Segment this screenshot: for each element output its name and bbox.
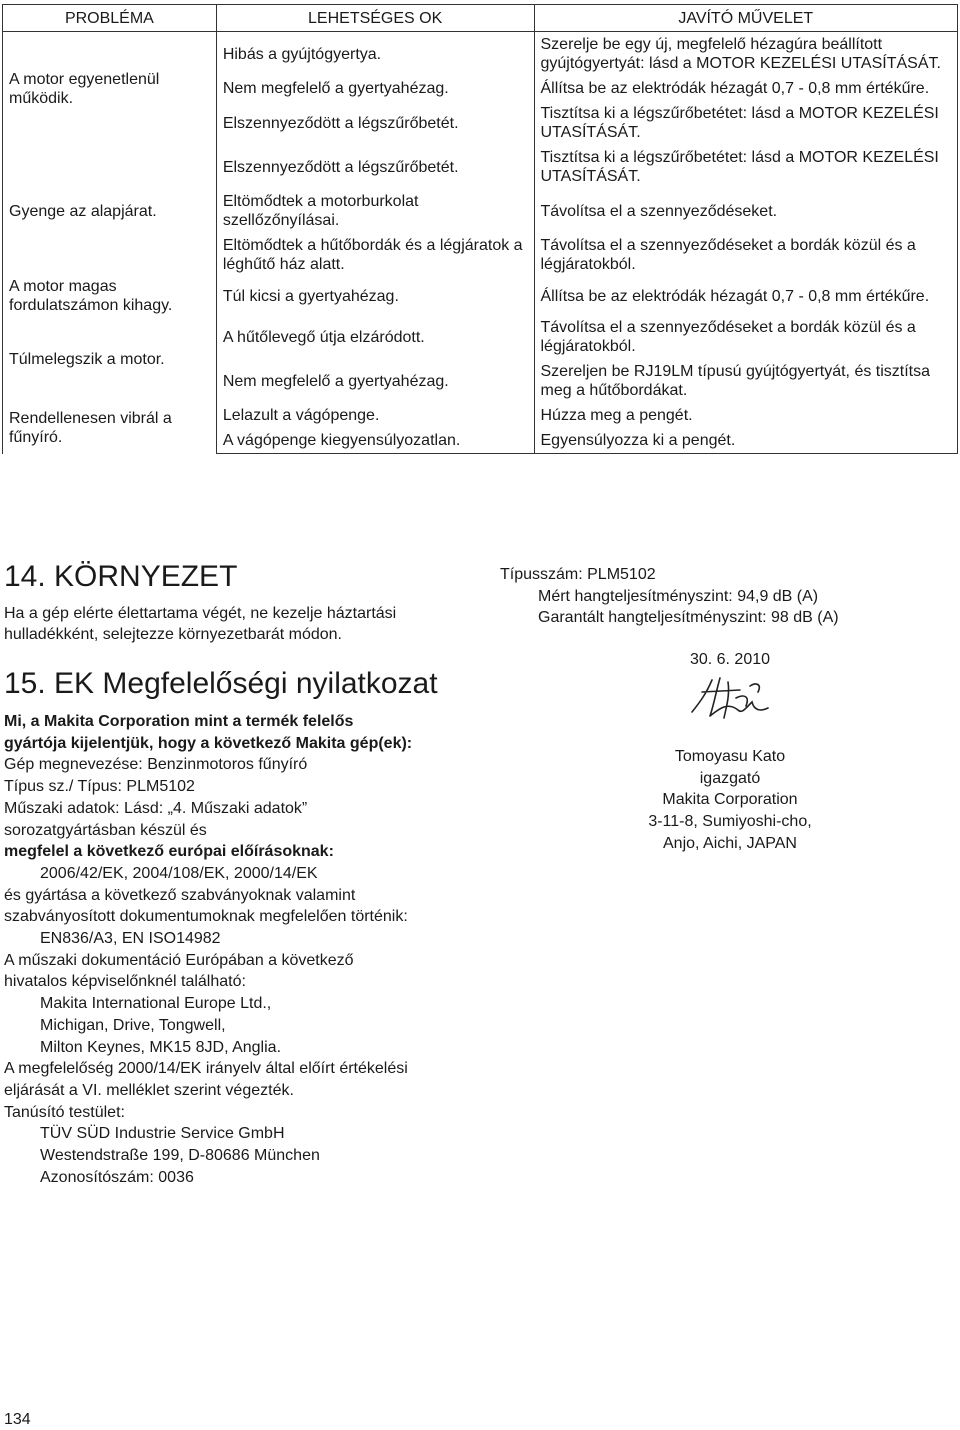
model-line: Típusszám: PLM5102 [500,566,656,583]
declaration-line: Mi, a Makita Corporation mint a termék felelős [4,713,354,730]
cause-cell: Nem megfelelő a gyertyahézag. [216,76,534,101]
section-14-text: Ha a gép elérte élettartama végét, ne kezelje háztartási hulladékként, selejtezze környezetbarát módon. [4,605,397,643]
troubleshooting-table [2,4,958,454]
header-cause: LEHETSÉGES OK [216,5,534,32]
cause-cell: A vágópenge kiegyensúlyozatlan. [216,428,534,454]
remedy-cell: Távolítsa el a szennyeződéseket. [534,189,958,233]
remedy-cell: Húzza meg a pengét. [534,403,958,428]
table-row [3,145,958,189]
declaration-line: EN836/A3, EN ISO14982 [40,930,221,948]
declaration-line: megfelel a következő európai előírásoknak: [4,843,334,861]
remedy-cell: Szerelje be egy új, megfelelő hézagúra beállított gyújtógyertyát: lásd a MOTOR KEZELÉSI UTASÍTÁSÁT. [534,32,958,77]
declaration-line: TÜV SÜD Industrie Service GmbH [40,1125,285,1143]
header-problem: PROBLÉMA [3,5,217,32]
section-15-title: 15. EK Megfelelőségi nyilatkozat [4,667,438,700]
declaration-line: A megfelelőség 2000/14/EK irányelv által előírt értékelési [4,1060,408,1078]
declaration-line: 2006/42/EK, 2004/108/EK, 2000/14/EK [40,864,318,882]
remedy-cell: Tisztítsa ki a légszűrőbetétet: lásd a MOTOR KEZELÉSI UTASÍTÁSÁT. [534,101,958,145]
page-number: 134 [4,1411,31,1428]
cause-cell: A hűtőlevegő útja elzáródott. [216,315,534,359]
declaration-line: Tanúsító testület: [4,1103,125,1121]
problem-cell: A motor magas fordulatszámon kihagy. [3,277,217,315]
signer-block [600,746,860,855]
table-header-row [3,5,958,32]
cause-cell: Hibás a gyújtógyertya. [216,32,534,77]
noise-info [500,564,940,629]
declaration-date: 30. 6. 2010 [689,651,771,668]
signer-title: igazgató [699,769,761,787]
header-remedy: JAVÍTÓ MŰVELET [534,5,958,32]
declaration-line: és gyártása a következő szabványoknak valamint [4,886,356,904]
remedy-cell: Távolítsa el a szennyeződéseket a bordák közül és a légjáratokból. [534,315,958,359]
problem-cell: Túlmelegszik a motor. [3,315,217,403]
cause-cell: Lelazult a vágópenge. [216,403,534,428]
guaranteed-noise-line: Garantált hangteljesítményszint: 98 dB (A) [538,609,839,627]
remedy-cell: Tisztítsa ki a légszűrőbetétet: lásd a MOTOR KEZELÉSI UTASÍTÁSÁT. [534,145,958,189]
cause-cell: Eltömődtek a hűtőbordák és a légjáratok a léghűtő ház alatt. [216,233,534,277]
signer-address-2: Anjo, Aichi, JAPAN [663,834,797,852]
declaration-line: eljárását a VI. melléklet szerint végezték. [4,1081,294,1099]
declaration-line: Gép megnevezése: Benzinmotoros fűnyíró [4,756,308,774]
signer-address-1: 3-11-8, Sumiyoshi-cho, [648,813,812,831]
declaration-line: Makita International Europe Ltd., [40,995,272,1013]
declaration-line: gyártója kijelentjük, hogy a következő Makita gép(ek): [4,734,413,752]
problem-cell: Rendellenesen vibrál a fűnyíró. [3,403,217,454]
declaration-line: hivatalos képviselőnknél található: [4,973,246,991]
measured-noise-line: Mért hangteljesítményszint: 94,9 dB (A) [538,587,819,605]
section-14-title: 14. KÖRNYEZET [4,560,238,593]
remedy-cell: Távolítsa el a szennyeződéseket a bordák közül és a légjáratokból. [534,233,958,277]
declaration-line: Milton Keynes, MK15 8JD, Anglia. [40,1038,282,1056]
declaration-line: Westendstraße 199, D-80686 München [40,1147,320,1165]
cause-cell: Eltömődtek a motorburkolat szellőzőnyílásai. [216,189,534,233]
table-row [3,277,958,315]
problem-cell: Gyenge az alapjárat. [3,145,217,277]
signature-image [680,672,780,722]
declaration-line: Michigan, Drive, Tongwell, [40,1016,226,1034]
signer-name: Tomoyasu Kato [674,748,786,765]
declaration-text [4,711,484,1188]
remedy-cell: Egyensúlyozza ki a pengét. [534,428,958,454]
cause-cell: Elszennyeződött a légszűrőbetét. [216,101,534,145]
problem-cell: A motor egyenetlenül működik. [3,32,217,146]
table-body [3,32,958,454]
declaration-line: szabványosított dokumentumoknak megfelelően történik: [4,908,408,926]
cause-cell: Elszennyeződött a légszűrőbetét. [216,145,534,189]
table-row [3,32,958,77]
cause-cell: Nem megfelelő a gyertyahézag. [216,359,534,403]
declaration-line: A műszaki dokumentáció Európában a következő [4,951,354,969]
declaration-line: sorozatgyártásban készül és [4,821,207,839]
declaration-line: Műszaki adatok: Lásd: „4. Műszaki adatok” [4,799,308,817]
remedy-cell: Szereljen be RJ19LM típusú gyújtógyertyát, és tisztítsa meg a hűtőbordákat. [534,359,958,403]
table-row [3,403,958,428]
remedy-cell: Állítsa be az elektródák hézagát 0,7 - 0,8 mm értékűre. [534,277,958,315]
remedy-cell: Állítsa be az elektródák hézagát 0,7 - 0,8 mm értékűre. [534,76,958,101]
cause-cell: Túl kicsi a gyertyahézag. [216,277,534,315]
signer-company: Makita Corporation [662,791,798,809]
table-row [3,315,958,359]
declaration-line: Azonosítószám: 0036 [40,1168,194,1186]
declaration-line: Típus sz./ Típus: PLM5102 [4,778,195,796]
